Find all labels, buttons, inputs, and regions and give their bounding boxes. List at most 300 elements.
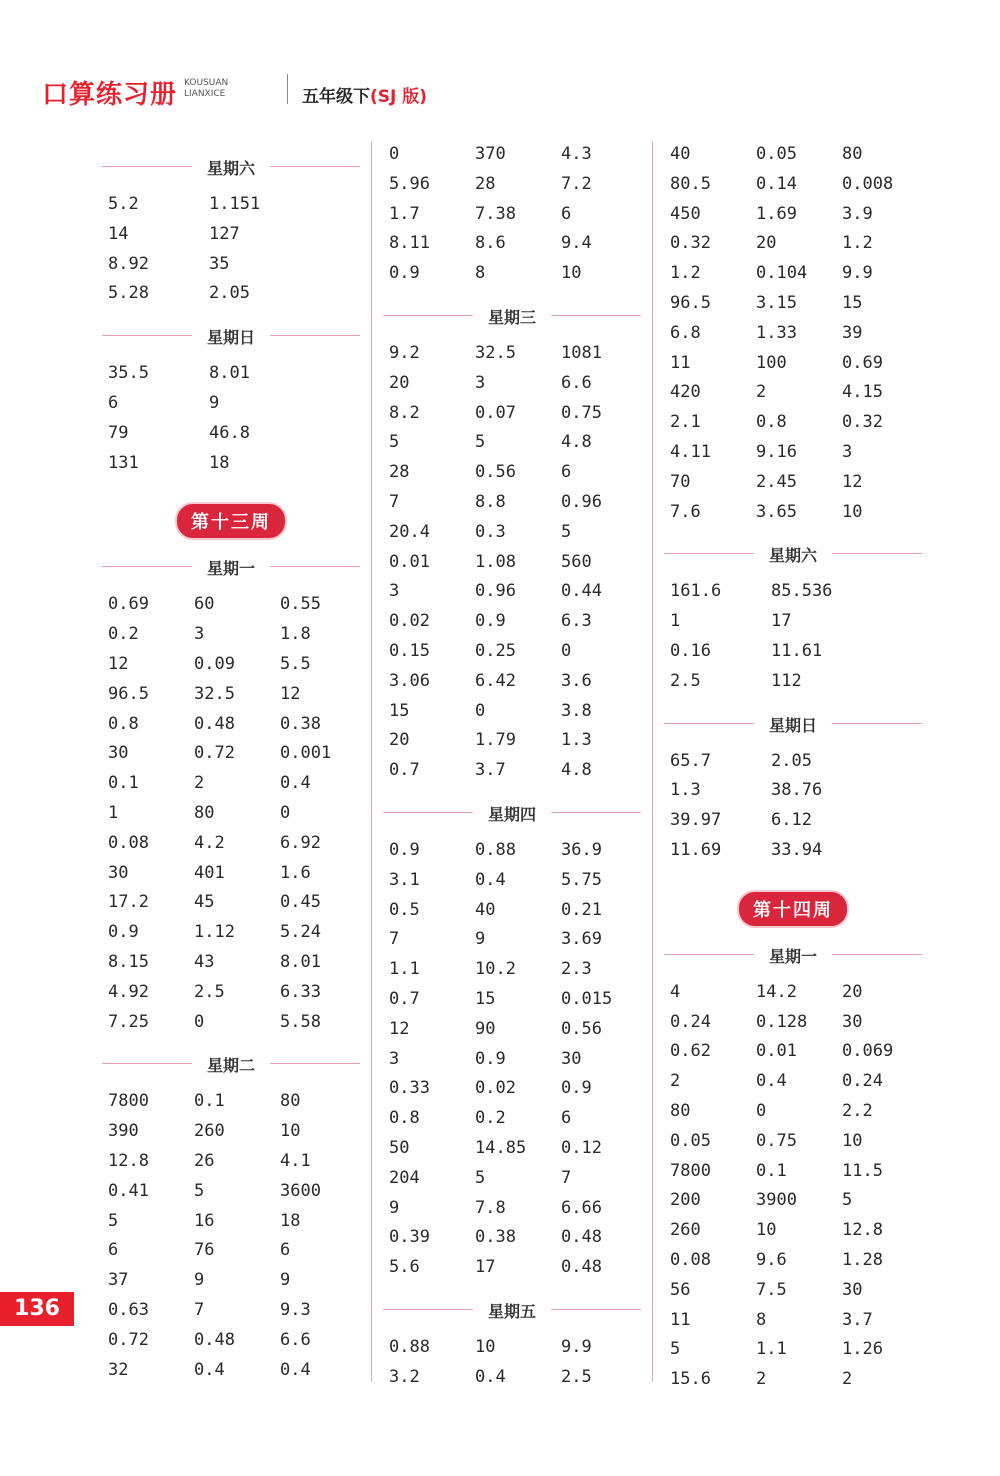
answer-value: 0.8 [756, 412, 787, 433]
answer-row [102, 1008, 360, 1038]
answer-value: 40 [670, 144, 691, 164]
answer-value: 7.25 [108, 1011, 149, 1032]
answer-row [102, 710, 360, 740]
answer-value: 260 [670, 1220, 701, 1241]
answer-row [664, 1276, 922, 1306]
answer-value: 2 [756, 382, 767, 403]
answer-value: 6 [108, 1240, 119, 1261]
answer-value: 33.94 [771, 839, 823, 860]
answer-value: 8 [475, 263, 486, 284]
answer-row [383, 369, 641, 399]
answer-row [664, 498, 922, 528]
answer-value: 20 [389, 730, 410, 751]
answer-value: 2.5 [561, 1366, 592, 1387]
answer-value: 1.6 [280, 862, 311, 883]
answer-value: 560 [561, 551, 592, 572]
answer-value: 30 [842, 1279, 863, 1300]
answer-value: 0.45 [280, 892, 321, 913]
day-label: 星期三 [487, 307, 536, 327]
pinyin-line-1: KOUSUAN [184, 78, 229, 88]
answer-value: 6.42 [475, 670, 516, 691]
answer-value: 15 [842, 292, 863, 313]
answer-row [664, 1067, 922, 1097]
answer-value: 1.3 [561, 730, 592, 751]
answer-value: 131 [108, 452, 139, 473]
answer-value: 1.79 [475, 730, 516, 751]
day-label: 星期六 [206, 159, 255, 178]
answer-value: 28 [389, 462, 410, 483]
answer-value: 0.63 [108, 1299, 149, 1320]
answer-value: 1.28 [842, 1249, 883, 1270]
heading-rule-right [832, 723, 922, 724]
answer-value: 8.11 [389, 233, 430, 254]
answer-row [383, 200, 641, 230]
answer-value: 15 [389, 700, 410, 721]
answer-value: 3 [842, 441, 853, 462]
answer-value: 9 [475, 929, 486, 950]
answer-value: 6 [280, 1240, 291, 1261]
answer-value: 4 [670, 981, 681, 1002]
answer-value: 32.5 [194, 683, 235, 704]
answer-value: 9.4 [561, 233, 592, 254]
answer-row [102, 739, 360, 769]
answer-value: 0.56 [475, 462, 516, 483]
answer-row [383, 756, 641, 786]
answer-value: 0.12 [561, 1137, 602, 1158]
answer-value: 0.72 [108, 1329, 149, 1350]
day-heading [664, 940, 922, 970]
answer-value: 1.3 [670, 780, 701, 801]
answer-value: 0.02 [475, 1078, 516, 1099]
day-label: 星期四 [487, 804, 536, 824]
answer-row [102, 1326, 360, 1356]
answer-value: 5 [108, 1210, 119, 1231]
answer-value: 20 [842, 981, 863, 1002]
answer-row [383, 140, 641, 170]
answer-value: 0.001 [280, 743, 332, 764]
answer-row [102, 1296, 360, 1326]
answer-value: 8.01 [209, 363, 250, 384]
answer-value: 5.58 [280, 1011, 321, 1032]
answer-value: 20.4 [389, 521, 430, 542]
answer-row [102, 1356, 360, 1386]
answer-value: 0.069 [842, 1041, 894, 1062]
answer-value: 12 [389, 1018, 410, 1039]
answer-value: 3.7 [475, 760, 506, 781]
answer-row [102, 859, 360, 889]
answer-value: 65.7 [670, 750, 711, 771]
answer-value: 8 [756, 1309, 767, 1330]
answer-value: 0.88 [475, 839, 516, 860]
answer-value: 0.39 [389, 1227, 430, 1248]
answer-value: 0.05 [670, 1130, 711, 1151]
answer-value: 0.48 [194, 713, 235, 734]
answer-value: 7 [561, 1167, 572, 1188]
answer-value: 0.4 [280, 1359, 311, 1380]
answer-value: 15 [475, 988, 496, 1009]
column-divider-1 [371, 142, 372, 1382]
answer-row [102, 220, 360, 250]
answer-value: 35.5 [108, 363, 149, 384]
answer-value: 4.3 [561, 144, 592, 164]
answer-value: 0.32 [670, 233, 711, 254]
answer-row [664, 1365, 922, 1395]
answer-value: 0.62 [670, 1041, 711, 1062]
answer-row [664, 1127, 922, 1157]
answer-value: 9 [389, 1197, 400, 1218]
answer-value: 0 [561, 640, 572, 661]
answer-row [383, 1015, 641, 1045]
answer-value: 2.45 [756, 471, 797, 492]
answer-row [383, 339, 641, 369]
answer-value: 76 [194, 1240, 215, 1261]
answer-column-3 [664, 140, 922, 1395]
answer-value: 3 [389, 1048, 400, 1069]
answer-value: 3.6 [561, 670, 592, 691]
answer-row [102, 769, 360, 799]
answer-value: 16 [194, 1210, 215, 1231]
answer-value: 2.5 [670, 670, 701, 691]
answer-value: 8.6 [475, 233, 506, 254]
answer-value: 0.24 [670, 1011, 711, 1032]
answer-value: 2.1 [670, 412, 701, 433]
answer-row [664, 259, 922, 289]
answer-value: 10.2 [475, 959, 516, 980]
answer-row [102, 359, 360, 389]
answer-value: 7 [389, 929, 400, 950]
header-divider [287, 74, 288, 104]
answer-row [664, 1216, 922, 1246]
answer-value: 8.2 [389, 402, 420, 423]
answer-value: 9.6 [756, 1249, 787, 1270]
answer-row [383, 548, 641, 578]
answer-value: 1.69 [756, 203, 797, 224]
day-label: 星期六 [768, 546, 817, 566]
answer-row [383, 1164, 641, 1194]
heading-rule-right [551, 812, 641, 813]
answer-row [383, 518, 641, 548]
answer-value: 2.05 [771, 750, 812, 771]
answer-value: 35 [209, 253, 230, 274]
answer-value: 112 [771, 670, 802, 691]
day-heading [383, 798, 641, 828]
answer-row [664, 1335, 922, 1365]
answer-row [102, 799, 360, 829]
answer-value: 6 [108, 392, 119, 413]
answer-row [102, 978, 360, 1008]
answer-row [664, 607, 922, 637]
answer-value: 3.9 [842, 203, 873, 224]
answer-row [664, 140, 922, 170]
answer-row [383, 1134, 641, 1164]
answer-value: 3900 [756, 1190, 797, 1211]
answer-value: 0.7 [389, 988, 420, 1009]
answer-value: 14 [108, 223, 129, 244]
week-badge [664, 884, 922, 928]
answer-value: 1.26 [842, 1339, 883, 1360]
answer-value: 30 [561, 1048, 582, 1069]
answer-value: 127 [209, 223, 240, 244]
answer-value: 0.75 [561, 402, 602, 423]
answer-value: 20 [389, 372, 410, 393]
answer-value: 50 [389, 1137, 410, 1158]
answer-row [102, 1117, 360, 1147]
answer-row [664, 170, 922, 200]
answer-row [383, 1363, 641, 1393]
answer-value: 80 [194, 802, 215, 823]
answer-value: 0.008 [842, 173, 894, 194]
answer-value: 10 [756, 1220, 777, 1241]
answer-column-2 [383, 140, 641, 1392]
answer-value: 39 [842, 322, 863, 343]
answer-value: 17 [771, 611, 792, 632]
answer-value: 0.9 [475, 611, 506, 632]
heading-rule-right [551, 1309, 641, 1310]
answer-value: 3 [475, 372, 486, 393]
answer-value: 0.4 [194, 1359, 225, 1380]
answer-row [383, 229, 641, 259]
answer-value: 0.09 [194, 653, 235, 674]
day-label: 星期日 [768, 715, 817, 735]
heading-rule-right [270, 335, 360, 336]
answer-value: 0.9 [389, 839, 420, 860]
day-heading [102, 152, 360, 182]
answer-value: 3.7 [842, 1309, 873, 1330]
answer-value: 0.2 [108, 624, 139, 645]
day-label: 星期五 [487, 1301, 536, 1321]
answer-value: 0 [756, 1100, 767, 1121]
grade-text: 五年级下 [302, 87, 370, 107]
answer-value: 6.92 [280, 832, 321, 853]
answer-value: 0.75 [756, 1130, 797, 1151]
answer-value: 26 [194, 1150, 215, 1171]
answer-row [383, 836, 641, 866]
answer-row [383, 1104, 641, 1134]
answer-row [383, 428, 641, 458]
answer-value: 5.75 [561, 869, 602, 890]
answer-row [102, 250, 360, 280]
answer-value: 37 [108, 1270, 129, 1291]
answer-value: 0.48 [194, 1329, 235, 1350]
answer-value: 4.2 [194, 832, 225, 853]
answer-row [102, 1266, 360, 1296]
answer-row [383, 637, 641, 667]
answer-value: 80 [670, 1100, 691, 1121]
answer-value: 0.2 [475, 1108, 506, 1129]
answer-value: 0 [280, 802, 291, 823]
answer-value: 11.69 [670, 839, 722, 860]
answer-row [102, 1147, 360, 1177]
answer-row [383, 955, 641, 985]
answer-value: 4.8 [561, 760, 592, 781]
answer-value: 90 [475, 1018, 496, 1039]
day-label: 星期一 [206, 559, 255, 579]
answer-value: 30 [108, 743, 129, 764]
week-badge [102, 496, 360, 540]
grade-label [302, 82, 427, 107]
answer-value: 0.9 [475, 1048, 506, 1069]
answer-value: 3 [194, 624, 205, 645]
answer-row [102, 590, 360, 620]
day-heading [664, 539, 922, 569]
answer-value: 0.88 [389, 1336, 430, 1357]
answer-value: 0.1 [108, 773, 139, 794]
answer-value: 0.44 [561, 581, 602, 602]
answer-row [664, 806, 922, 836]
answer-value: 9.2 [389, 342, 420, 363]
book-title: 口算练习册 [42, 80, 178, 110]
answer-value: 7800 [108, 1091, 149, 1112]
answer-value: 5.28 [108, 283, 149, 304]
answer-value: 0.5 [389, 899, 420, 920]
day-heading [664, 709, 922, 739]
day-heading [102, 552, 360, 582]
answer-value: 0.128 [756, 1011, 808, 1032]
answer-value: 1.1 [756, 1339, 787, 1360]
answer-value: 10 [280, 1121, 301, 1142]
answer-row [102, 1087, 360, 1117]
answer-row [383, 577, 641, 607]
answer-value: 1.2 [842, 233, 873, 254]
answer-value: 5.2 [108, 194, 139, 214]
answer-row [664, 378, 922, 408]
answer-value: 36.9 [561, 839, 602, 860]
answer-value: 5 [475, 1167, 486, 1188]
answer-row [664, 1097, 922, 1127]
answer-row [664, 1157, 922, 1187]
answer-row [383, 726, 641, 756]
answer-value: 7 [389, 491, 400, 512]
answer-value: 0.55 [280, 594, 321, 615]
answer-value: 1081 [561, 342, 602, 363]
answer-row [383, 1253, 641, 1283]
answer-row [102, 829, 360, 859]
page-number: 136 [0, 1292, 74, 1326]
answer-value: 10 [561, 263, 582, 284]
answer-row [102, 888, 360, 918]
answer-value: 260 [194, 1121, 225, 1142]
answer-row [102, 1207, 360, 1237]
answer-value: 0.07 [475, 402, 516, 423]
answer-value: 9 [280, 1270, 291, 1291]
answer-value: 5.96 [389, 173, 430, 194]
answer-value: 0.4 [280, 773, 311, 794]
answer-row [664, 319, 922, 349]
answer-value: 4.92 [108, 981, 149, 1002]
answer-value: 56 [670, 1279, 691, 1300]
answer-value: 28 [475, 173, 496, 194]
answer-value: 12 [842, 471, 863, 492]
answer-value: 1.08 [475, 551, 516, 572]
answer-value: 6.8 [670, 322, 701, 343]
answer-value: 5 [842, 1190, 853, 1211]
answer-value: 10 [475, 1336, 496, 1357]
answer-value: 0 [389, 144, 400, 164]
day-label: 星期二 [206, 1056, 255, 1076]
answer-row [383, 1223, 641, 1253]
answer-row [664, 1008, 922, 1038]
answer-value: 0.4 [475, 1366, 506, 1387]
answer-value: 6.33 [280, 981, 321, 1002]
answer-value: 7800 [670, 1160, 711, 1181]
answer-row [102, 449, 360, 479]
answer-row [102, 948, 360, 978]
answer-value: 0.08 [108, 832, 149, 853]
day-label: 星期一 [768, 946, 817, 966]
answer-value: 80 [842, 144, 863, 164]
answer-value: 12.8 [842, 1220, 883, 1241]
answer-value: 0.08 [670, 1249, 711, 1270]
edition-text: (SJ 版) [370, 87, 428, 107]
answer-row [102, 419, 360, 449]
answer-value: 9 [194, 1270, 205, 1291]
answer-value: 5 [389, 432, 400, 453]
answer-row [102, 918, 360, 948]
answer-row [664, 1306, 922, 1336]
answer-value: 6.6 [280, 1329, 311, 1350]
answer-value: 0.4 [756, 1071, 787, 1092]
answer-value: 3.1 [389, 869, 420, 890]
answer-value: 9.9 [842, 263, 873, 284]
answer-row [383, 925, 641, 955]
answer-value: 0.015 [561, 988, 613, 1009]
answer-value: 0.72 [194, 743, 235, 764]
answer-value: 0.9 [108, 922, 139, 943]
answer-value: 2 [756, 1369, 767, 1390]
answer-value: 5.24 [280, 922, 321, 943]
answer-value: 0.9 [561, 1078, 592, 1099]
answer-row [383, 985, 641, 1015]
answer-value: 0.56 [561, 1018, 602, 1039]
heading-rule-right [270, 566, 360, 567]
answer-row [102, 389, 360, 419]
answer-value: 3.69 [561, 929, 602, 950]
answer-value: 0.69 [842, 352, 883, 373]
answer-row [383, 399, 641, 429]
answer-value: 0.8 [389, 1108, 420, 1129]
answer-value: 6.3 [561, 611, 592, 632]
answer-row [102, 279, 360, 309]
heading-rule-right [551, 315, 641, 316]
answer-value: 0.69 [108, 594, 149, 615]
answer-value: 0.1 [756, 1160, 787, 1181]
answer-row [383, 866, 641, 896]
answer-value: 5 [475, 432, 486, 453]
answer-value: 0.1 [194, 1091, 225, 1112]
answer-value: 450 [670, 203, 701, 224]
day-heading [102, 1049, 360, 1079]
answer-row [102, 620, 360, 650]
answer-value: 6 [561, 203, 572, 224]
answer-row [664, 747, 922, 777]
answer-row [102, 650, 360, 680]
answer-value: 1.1 [389, 959, 420, 980]
answer-value: 10 [842, 1130, 863, 1151]
answer-value: 3 [389, 581, 400, 602]
answer-value: 2 [670, 1071, 681, 1092]
answer-value: 12.8 [108, 1150, 149, 1171]
day-heading [102, 321, 360, 351]
day-label: 星期日 [206, 328, 255, 348]
answer-value: 43 [194, 951, 215, 972]
day-heading [383, 301, 641, 331]
answer-value: 0.4 [475, 869, 506, 890]
answer-row [102, 1177, 360, 1207]
answer-row [664, 637, 922, 667]
answer-value: 18 [209, 452, 230, 473]
answer-value: 1 [670, 611, 681, 632]
answer-row [664, 776, 922, 806]
